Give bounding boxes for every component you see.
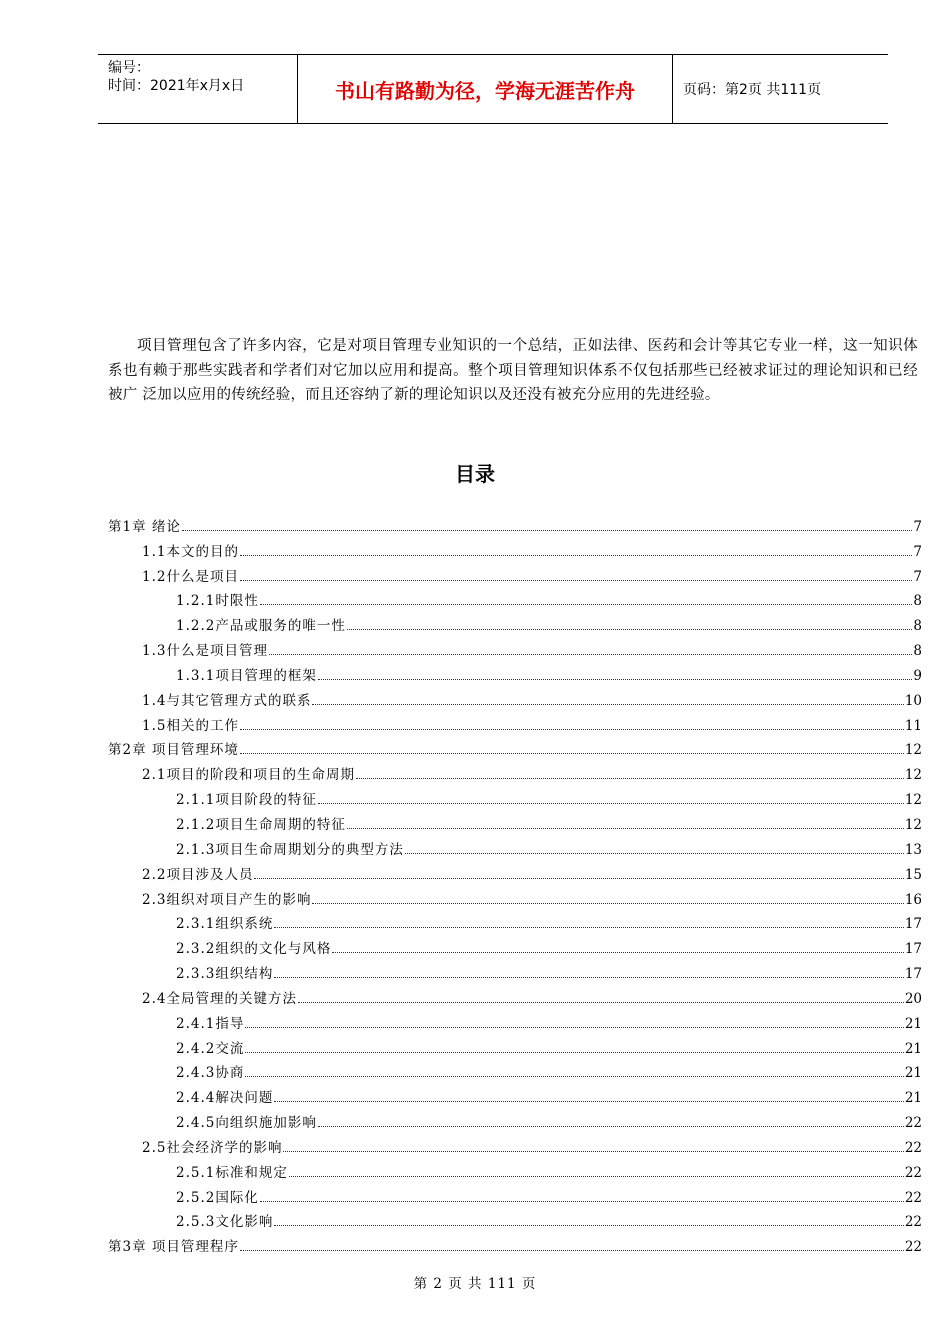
toc-leader-dots: [269, 654, 912, 655]
toc-entry[interactable]: [108, 535, 922, 560]
toc-entry-label: 2.3.3组织结构: [176, 966, 274, 983]
toc-entry[interactable]: [108, 883, 922, 908]
toc-leader-dots: [347, 828, 904, 829]
toc-entry-label: 2.4.4解决问题: [176, 1090, 274, 1107]
toc-entry[interactable]: [108, 1007, 922, 1032]
toc-leader-dots: [318, 1126, 904, 1127]
toc-entry-page: 15: [904, 866, 922, 883]
toc-entry[interactable]: [108, 982, 922, 1007]
toc-entry[interactable]: [108, 1057, 922, 1082]
toc-entry[interactable]: [108, 709, 922, 734]
number-label: 编号：: [108, 60, 150, 76]
toc-entry-page: 21: [904, 1065, 922, 1082]
toc-entry[interactable]: [108, 560, 922, 585]
toc-leader-dots: [240, 753, 904, 754]
toc-entry[interactable]: [108, 783, 922, 808]
toc-leader-dots: [318, 803, 904, 804]
toc-entry-page: 17: [904, 941, 922, 958]
toc-entry-page: 13: [904, 841, 922, 858]
toc-entry[interactable]: [108, 684, 922, 709]
toc-entry-label: 2.3组织对项目产生的影响: [142, 891, 312, 908]
toc-entry-label: 2.5社会经济学的影响: [142, 1139, 283, 1156]
toc-leader-dots: [356, 778, 904, 779]
toc-entry-label: 2.4.2交流: [176, 1040, 245, 1057]
toc-leader-dots: [182, 530, 913, 531]
toc-leader-dots: [318, 679, 913, 680]
toc-entry-page: 22: [904, 1214, 922, 1231]
page-header: [98, 54, 888, 124]
toc-entry-label: 2.5.3文化影响: [176, 1214, 274, 1231]
toc-entry-page: 7: [913, 568, 922, 585]
toc-entry[interactable]: [108, 734, 922, 759]
toc-entry[interactable]: [108, 1106, 922, 1131]
toc-entry-label: 第1章 绪论: [108, 518, 181, 535]
toc-entry-page: 21: [904, 1040, 922, 1057]
toc-entry[interactable]: [108, 858, 922, 883]
toc-entry[interactable]: [108, 1181, 922, 1206]
toc-leader-dots: [274, 977, 903, 978]
toc-entry-label: 1.4与其它管理方式的联系: [142, 692, 312, 709]
toc-leader-dots: [347, 629, 913, 630]
toc-entry-page: 12: [904, 816, 922, 833]
toc-entry-page: 22: [904, 1139, 922, 1156]
intro-paragraph: 项目管理包含了许多内容，它是对项目管理专业知识的一个总结，正如法律、医药和会计等其它专业一样，这一知识体系也有赖于那些实践者和学者们对它加以应用和提高。整个项目管理知识体系不仅包括那些已经被求证过的理论知识和已经被广 泛加以应用的传统经验，而且还容纳了新的理论知识以及还没有被充分应用的先进经验。: [108, 338, 918, 403]
header-page-info: 页码：第2页 共111页: [683, 82, 822, 98]
toc-leader-dots: [283, 1151, 903, 1152]
toc-entry-page: 11: [904, 717, 922, 734]
toc-entry[interactable]: [108, 957, 922, 982]
toc-entry-page: 12: [904, 767, 922, 784]
toc-leader-dots: [240, 580, 912, 581]
toc-leader-dots: [240, 729, 904, 730]
toc-entry[interactable]: [108, 585, 922, 610]
toc-entry[interactable]: [108, 659, 922, 684]
toc-leader-dots: [274, 1225, 903, 1226]
toc-entry-label: 2.1.1项目阶段的特征: [176, 792, 317, 809]
toc-entry-label: 第2章 项目管理环境: [108, 742, 239, 759]
toc-entry-label: 2.1项目的阶段和项目的生命周期: [142, 767, 355, 784]
toc-leader-dots: [274, 1101, 903, 1102]
toc-leader-dots: [298, 1002, 904, 1003]
toc-entry-page: 12: [904, 792, 922, 809]
toc-entry-page: 22: [904, 1164, 922, 1181]
toc-entry[interactable]: [108, 634, 922, 659]
toc-leader-dots: [245, 1027, 903, 1028]
toc-entry-page: 8: [913, 593, 922, 610]
toc-entry-page: 12: [904, 742, 922, 759]
toc-entry-label: 1.2.2产品或服务的唯一性: [176, 618, 346, 635]
toc-entry-label: 2.4.3协商: [176, 1065, 245, 1082]
toc-entry-page: 10: [904, 692, 922, 709]
toc-leader-dots: [240, 1250, 904, 1251]
toc-entry-label: 1.3什么是项目管理: [142, 643, 268, 660]
toc-entry[interactable]: [108, 932, 922, 957]
toc-entry-page: 21: [904, 1015, 922, 1032]
toc-leader-dots: [260, 1201, 904, 1202]
header-meta: [98, 55, 298, 123]
toc-entry[interactable]: [108, 1206, 922, 1231]
toc-entry-label: 1.2.1时限性: [176, 593, 259, 610]
toc-entry-label: 2.2项目涉及人员: [142, 866, 254, 883]
table-of-contents: [108, 510, 922, 1255]
toc-entry-label: 第3章 项目管理程序: [108, 1239, 239, 1256]
toc-entry[interactable]: [108, 1032, 922, 1057]
time-label: 时间：2021年x月x日: [108, 78, 245, 94]
toc-entry-label: 2.4.1指导: [176, 1015, 245, 1032]
toc-entry[interactable]: [108, 1230, 922, 1255]
toc-leader-dots: [405, 853, 904, 854]
toc-entry-label: 1.2什么是项目: [142, 568, 239, 585]
toc-entry[interactable]: [108, 609, 922, 634]
toc-entry-page: 7: [913, 518, 922, 535]
toc-entry-page: 16: [904, 891, 922, 908]
toc-leader-dots: [254, 878, 903, 879]
header-motto: 书山有路勤为径，学海无涯苦作舟: [298, 55, 673, 123]
toc-entry-page: 8: [913, 618, 922, 635]
toc-entry-page: 17: [904, 916, 922, 933]
page-footer: 第 2 页 共 111 页: [413, 1276, 537, 1292]
toc-entry-label: 2.1.3项目生命周期划分的典型方法: [176, 841, 404, 858]
toc-entry-label: 2.4.5向组织施加影响: [176, 1115, 317, 1132]
toc-entry[interactable]: [108, 510, 922, 535]
toc-entry-label: 2.5.1标准和规定: [176, 1164, 288, 1181]
toc-entry-label: 2.1.2项目生命周期的特征: [176, 816, 346, 833]
toc-entry-label: 2.4全局管理的关键方法: [142, 990, 297, 1007]
toc-leader-dots: [312, 903, 903, 904]
toc-leader-dots: [274, 927, 903, 928]
toc-leader-dots: [245, 1076, 903, 1077]
toc-entry-label: 1.5相关的工作: [142, 717, 239, 734]
toc-leader-dots: [332, 952, 903, 953]
toc-title: 目录: [455, 462, 495, 486]
toc-entry-page: 20: [904, 990, 922, 1007]
toc-leader-dots: [240, 555, 912, 556]
toc-entry-page: 21: [904, 1090, 922, 1107]
toc-leader-dots: [260, 604, 913, 605]
toc-entry-page: 22: [904, 1115, 922, 1132]
toc-entry-page: 9: [913, 667, 922, 684]
toc-entry-page: 8: [913, 643, 922, 660]
toc-entry-label: 1.3.1项目管理的框架: [176, 667, 317, 684]
toc-entry-label: 2.5.2国际化: [176, 1189, 259, 1206]
toc-entry-page: 7: [913, 543, 922, 560]
toc-entry-label: 2.3.1组织系统: [176, 916, 274, 933]
toc-entry[interactable]: [108, 908, 922, 933]
toc-entry-page: 17: [904, 966, 922, 983]
toc-entry[interactable]: [108, 758, 922, 783]
toc-entry[interactable]: [108, 1156, 922, 1181]
toc-entry[interactable]: [108, 808, 922, 833]
toc-leader-dots: [245, 1052, 903, 1053]
toc-entry-page: 22: [904, 1239, 922, 1256]
toc-entry[interactable]: [108, 1131, 922, 1156]
toc-entry-label: 1.1本文的目的: [142, 543, 239, 560]
toc-entry[interactable]: [108, 833, 922, 858]
toc-leader-dots: [289, 1176, 904, 1177]
toc-entry-page: 22: [904, 1189, 922, 1206]
toc-entry-label: 2.3.2组织的文化与风格: [176, 941, 332, 958]
toc-entry[interactable]: [108, 1081, 922, 1106]
toc-leader-dots: [312, 704, 903, 705]
